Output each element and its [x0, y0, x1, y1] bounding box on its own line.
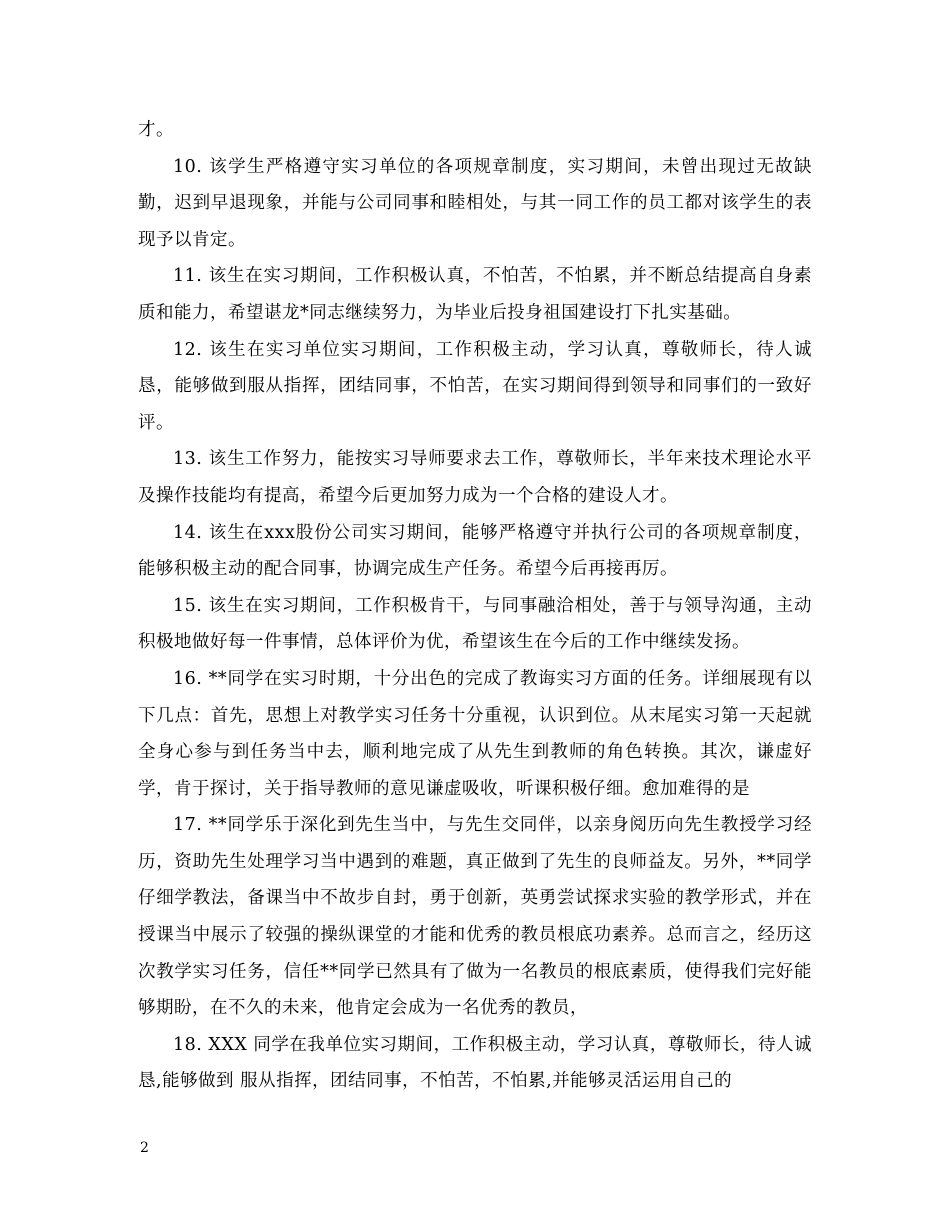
document-body	[138, 112, 812, 1100]
paragraph-item-14: 14. 该生在xxx股份公司实习期间，能够严格遵守并执行公司的各项规章制度，能够积极主动的配合同事，协调完成生产任务。希望今后再接再厉。	[138, 522, 812, 580]
paragraph-item-12: 12. 该生在实习单位实习期间，工作积极主动，学习认真，尊敬师长，待人诚恳，能够做到服从指挥，团结同事，不怕苦，在实习期间得到领导和同事们的一致好评。	[138, 339, 812, 433]
page-number: 2	[140, 1140, 149, 1156]
paragraph-item-11: 11. 该生在实习期间，工作积极认真，不怕苦，不怕累，并不断总结提高自身素质和能力，希望谌龙*同志继续努力，为毕业后投身祖国建设打下扎实基础。	[138, 266, 812, 323]
paragraph-item-16: 16. **同学在实习时期，十分出色的完成了教诲实习方面的任务。详细展现有以下几点：首先，思想上对教学实习任务十分重视，认识到位。从末尾实习第一天起就全身心参与到任务当中去，顺利地完成了从先生到教师的角色转换。其次，谦虚好学，肯于探讨，关于指导教师的意见谦虚吸收，听课积极仔细。愈加难得的是	[138, 668, 812, 799]
paragraph-item-13: 13. 该生工作努力，能按实习导师要求去工作，尊敬师长，半年来技术理论水平及操作技能均有提高，希望今后更加努力成为一个合格的建设人才。	[138, 449, 812, 506]
paragraph-item-17: 17. **同学乐于深化到先生当中，与先生交同伴，以亲身阅历向先生教授学习经历，资助先生处理学习当中遇到的难题，真正做到了先生的良师益友。另外，**同学仔细学教法，备课当中不故步自封，勇于创新，英勇尝试探求实验的教学形式，并在授课当中展示了较强的操纵课堂的才能和优秀的教员根底功素养。总而言之，经历这次教学实习任务，信任**同学已然具有了做为一名教员的根底素质，使得我们完好能够期盼，在不久的未来，他肯定会成为一名优秀的教员，	[138, 815, 812, 1019]
paragraph-item-10: 10. 该学生严格遵守实习单位的各项规章制度，实习期间，未曾出现过无故缺勤，迟到早退现象，并能与公司同事和睦相处，与其一同工作的员工都对该学生的表现予以肯定。	[138, 156, 812, 250]
paragraph-item-15: 15. 该生在实习期间，工作积极肯干，与同事融洽相处，善于与领导沟通，主动积极地做好每一件事情，总体评价为优，希望该生在今后的工作中继续发扬。	[138, 595, 812, 653]
paragraph-continuation: 才。	[138, 120, 174, 140]
paragraph-item-18: 18. XXX 同学在我单位实习期间，工作积极主动，学习认真，尊敬师长，待人诚恳,能够做到 服从指挥，团结同事，不怕苦，不怕累,并能够灵活运用自己的	[138, 1034, 812, 1092]
